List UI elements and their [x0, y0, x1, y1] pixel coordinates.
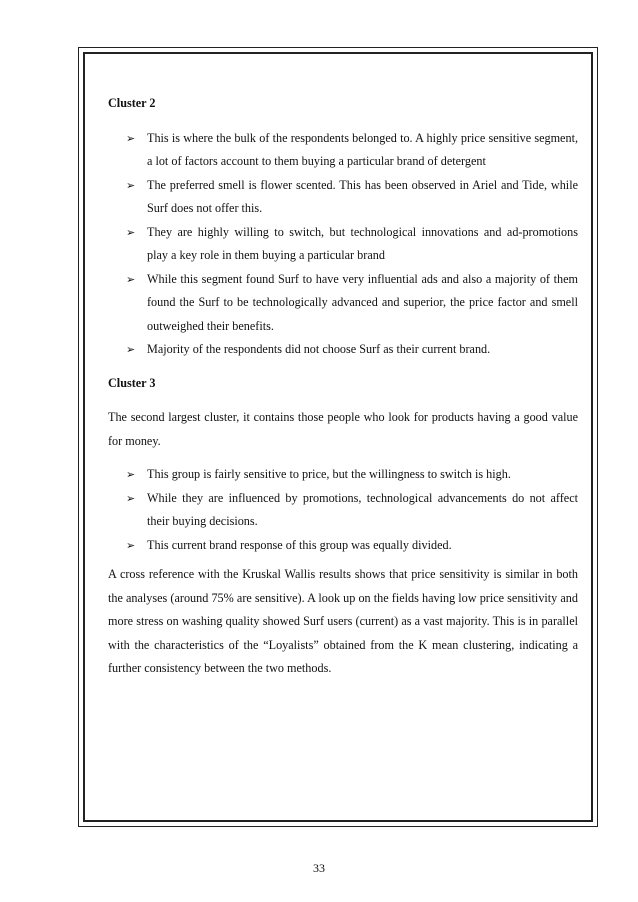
list-item [125, 221, 578, 268]
cluster-2-bullet-list [108, 127, 578, 362]
arrow-bullet-icon: ➢ [126, 491, 136, 505]
list-item-text: They are highly willing to switch, but technological innovations and ad-promotions play a key role in them buying a particular brand [147, 224, 578, 262]
page-content [108, 92, 578, 681]
list-item-text: While this segment found Surf to have very influential ads and also a majority of them found the Surf to be technologically advanced and superior, the price factor and smell outweighed their benefits. [147, 271, 578, 333]
page-number: 33 [313, 861, 325, 875]
list-item [125, 174, 578, 221]
arrow-bullet-icon: ➢ [126, 343, 136, 356]
list-item-text: This group is fairly sensitive to price, but the willingness to switch is high. [147, 467, 511, 481]
cluster-2-heading: Cluster 2 [108, 96, 156, 110]
cluster-3-heading: Cluster 3 [108, 375, 156, 390]
arrow-bullet-icon: ➢ [126, 178, 136, 192]
arrow-bullet-icon: ➢ [126, 225, 136, 239]
list-item-text: This current brand response of this group was equally divided. [147, 537, 452, 552]
list-item [125, 463, 578, 487]
arrow-bullet-icon: ➢ [126, 131, 136, 145]
list-item-text: Majority of the respondents did not choose Surf as their current brand. [147, 342, 491, 356]
cluster-3-intro: The second largest cluster, it contains those people who look for products having a good value for money. [108, 410, 578, 448]
arrow-bullet-icon: ➢ [126, 468, 136, 481]
list-item [125, 338, 578, 362]
list-item [125, 487, 578, 534]
arrow-bullet-icon: ➢ [126, 538, 136, 552]
arrow-bullet-icon: ➢ [126, 272, 136, 286]
list-item [125, 534, 578, 558]
list-item-text: This is where the bulk of the respondents belonged to. A highly price sensitive segment, a lot of factors account to them buying a particular brand of detergent [147, 130, 578, 168]
list-item [125, 127, 578, 174]
list-item-text: While they are influenced by promotions, technological advancements do not affect their buying decisions. [147, 490, 578, 528]
cluster-3-bullet-list [108, 463, 578, 557]
list-item-text: The preferred smell is flower scented. This has been observed in Ariel and Tide, while Surf does not offer this. [147, 177, 578, 215]
conclusion-paragraph: A cross reference with the Kruskal Wallis results shows that price sensitivity is similar in both the analyses (around 75% are sensitive). A look up on the fields having low price sensitivity and more stress on washing quality showed Surf users (current) as a vast majority. This is in parallel with the characteristics of the “Loyalists” obtained from the K mean clustering, indicating a further consistency between the two methods. [108, 567, 578, 675]
list-item [125, 268, 578, 339]
